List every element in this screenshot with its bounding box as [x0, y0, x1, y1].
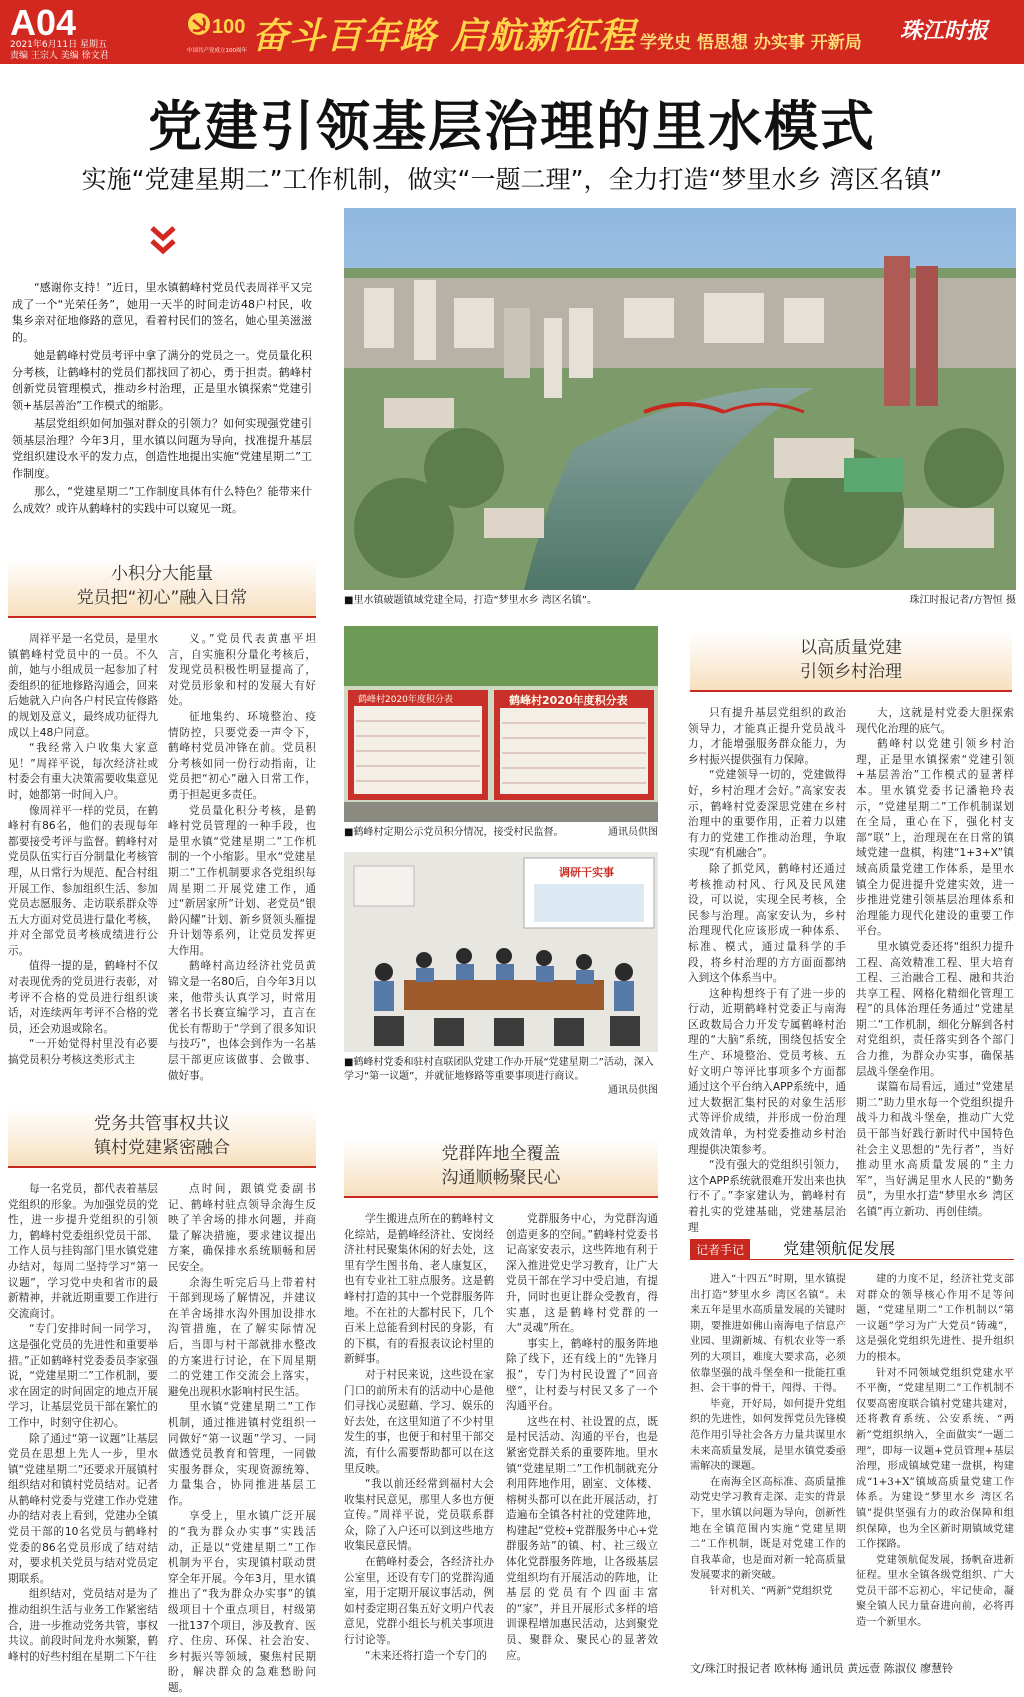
paragraph: “专门安排时间一同学习，这是强化党员的先进性和重要举措。”正如鹤峰村党委委员李家强说，“党建星期二”工作机制，要求在固定的时间固定的地点开展学习，让基层党员干部在繁忙的工作中，时刻守住初心。 [8, 1323, 158, 1429]
section-heading-line: 党员把“初心”融入日常 [76, 588, 248, 608]
commentary-title: 党建领航促发展 [783, 1239, 896, 1258]
section-heading-points [8, 558, 316, 618]
section-heading-positions [344, 1138, 658, 1198]
chevron-down-icon [148, 224, 178, 262]
section2-column2 [856, 706, 1014, 1238]
section4-column1 [344, 1212, 494, 1672]
main-photo-credit: 珠江时报记者/方智恒 摄 [909, 595, 1016, 606]
board-sign: 鹤峰村2020年度积分表 [509, 694, 628, 707]
paragraph: 建的力度不足，经济社党支部对群众的领导核心作用不足等问题，“党建星期二”工作机制以“第一议题”学习为广大党员“铸魂”，这是强化党组织先进性、提升组织力的根本。 [856, 1274, 1014, 1363]
paragraph: 党建领航促发展，扬帆奋进新征程。里水全镇各级党组织、广大党员干部不忘初心，牢记使命，凝聚全镇人民力量奋进向前，必将再造一个新里水。 [856, 1554, 1014, 1629]
section-heading-governance [690, 632, 1012, 692]
paragraph: 征地集约、环境整治、疫情防控，只要党委一声令下，鹤峰村党员冲锋在前。党员积分考核如同一份行动指南，让党员把“初心”融入日常工作，勇于担起更多责任。 [168, 710, 316, 801]
date-line [10, 40, 109, 62]
paragraph: 值得一提的是，鹤峰村不仅对表现优秀的党员进行表彰，对考评不合格的党员进行组织谈话，对连续两年考评不合格的党员，还会劝退或除名。 [8, 960, 158, 1035]
photo2-caption: ■鹤峰村定期公示党员积分情况，接受村民监督。 [344, 827, 564, 838]
section3-column1 [8, 1182, 158, 1672]
section-heading-line: 以高质量党建 [800, 638, 902, 658]
intro-paragraph: “感谢你支持！”近日，里水镇鹤峰村党员代表周祥平又完成了一个“光荣任务”，她用一天半的时间走访48户村民，收集乡亲对征地修路的意见，看着村民们的签名，她心里美滋滋的。 [12, 281, 312, 344]
section-heading-line: 引领乡村治理 [800, 662, 902, 682]
paragraph: 享受上，里水镇广泛开展的“我为群众办实事”实践活动，正是以“党建星期二”工作机制为平台，实现镇村联动贯穿全年开展。今年3月，里水镇推出了“我为群众办实事”的镇级项目十个重点项目，村级第一批137个项目，涉及教育、医疗、住房、环保、社会治安、乡村振兴等领域，聚焦村民期盼，解决群众的急难愁盼问题。 [168, 1510, 316, 1694]
page-title: 党建引领基层治理的里水模式 [148, 95, 876, 158]
paragraph: “我经常入户收集大家意见！”周祥平说，每次经济社或村委会有重大决策需要收集意见时，她都第一时间入户。 [8, 742, 158, 801]
commentary-header [690, 1236, 1014, 1260]
paragraph: 周祥平是一名党员，是里水镇鹤峰村党员中的一员。不久前，她与小组成员一起参加了村委组织的征地修路沟通会，回来后她就入户向各户村民宣传修路的规划及意义，最终成功征得九成以上48户同意。 [8, 633, 158, 739]
page-subtitle: 实施“党建星期二”工作机制，做实“一题二理”，全力打造“梦里水乡 湾区名镇” [81, 165, 943, 194]
paragraph: 点时间，跟镇党委副书记、鹤峰村驻点领导余海生反映了羊舍场的排水问题，并商量了解决措施，要求建议提出方案，确保排水系统顺畅和居民安全。 [168, 1183, 316, 1273]
slogan: 奋斗百年路 启航新征程 [252, 15, 636, 57]
centenary-logo [185, 6, 247, 58]
photo2-credit: 通讯员供图 [608, 827, 658, 838]
paragraph: 事实上，鹤峰村的服务阵地除了线下，还有线上的“先锋月报”，专门为村民设置了“回音壁”，让村委与村民又多了一个沟通平台。 [506, 1337, 658, 1413]
tagline: 学党史 悟思想 办实事 开新局 [640, 33, 862, 53]
section3-column2 [168, 1182, 316, 1694]
section-heading-line: 党务共管事权共议 [94, 1114, 230, 1134]
section-heading-affairs [8, 1108, 316, 1168]
paragraph: 这些在村、社设置的点，既是村民活动、沟通的平台，也是紧密党群关系的重要阵地。里水镇“党建星期二”工作机制就充分利用阵地作用，剧室、文体楼、榕树头都可以在此开展活动，打造遍布全镇各村社的党建阵地，构建起“党校+党群服务中心+党群服务站”的镇、村、社三级立体化党群服务阵地，让各级基层党组织均有开展活动的阵地，让基层的党员有个四面丰富的“家”，并且开展形式多样的培训课程增加惠民活动，达到聚党员、聚群众、聚民心的显著效应。 [506, 1415, 658, 1662]
main-photo [344, 208, 1016, 590]
paragraph: 除了通过“第一议题”让基层党员在思想上先人一步，里水镇“党建星期二”还要求开展镇村组织结对和镇村党员结对。记者从鹤峰村党委与党建工作办党建办的结对表上看到，党建办全镇党员干部的10名党员与鹤峰村党委的86名党员形成了结对结对，要求机关党员与结对党员定期联系。 [8, 1432, 158, 1585]
paragraph: 义。”党员代表黄惠平坦言，自实施积分量化考核后，发现党员积极性明显提高了，对党员形象和村的发展大有好处。 [168, 633, 316, 708]
paragraph: 余海生听完后马上带着村干部到现场了解情况，并建议在羊舍场排水沟外围加设排水沟管措施，在了解实际情况后，当即与村干部就排水整改的方案进行讨论，在下周星期二的党建工作交流会上落实，避免出现积水影响村民生活。 [168, 1276, 316, 1398]
meeting-photo [344, 852, 658, 1052]
intro-text [12, 280, 312, 519]
date-text: 2021年6月11日 星期五 [10, 40, 107, 50]
paragraph: 学生搬进点所在的鹤峰村文化综站，是鹤峰经济社、安岗经济社村民聚集休闲的好去处，这里有学生图书角、老人康复区，也有专业社工驻点服务。这是鹤峰村打造的其中一个党群服务阵地。不在社的大都村民下，几个百米上总能看到村民的身影，有的下棋，有的看报表议论村里的新鲜事。 [344, 1213, 494, 1366]
paragraph: 鹤峰村以党建引领乡村治理，正是里水镇探索“党建引领+基层善治”工作模式的显著样本。里水镇党委书记潘艳玲表示，“党建星期二”工作机制谋划在全局，重心在下，强化村支部“联”上，治理现在在日常的镇域党建一盘棋，构建“1+3+X”镇域高质量党建工作体系，是里水镇全力促进提升党建实效，进一步推进党建引领基层治理体系和治理能力现代化建设的重要工作平台。 [856, 738, 1014, 938]
paragraph: “我以前还经常到福村大会收集村民意见，那里人多也方便宣传。”周祥平说，党员联系群众，除了入户还可以到这些地方收集民意民情。 [344, 1478, 494, 1553]
paragraph: 大，这就是村党委大胆探索现代化治理的底气。 [856, 707, 1014, 735]
author-byline: 文/珠江时报记者 欧林梅 通讯员 黄远壹 陈淑仪 廖慧铃 [690, 1662, 954, 1675]
section1-column1 [8, 632, 158, 1067]
intro-paragraph: 基层党组织如何加强对群众的引领力？如何实现强党建引领基层治理？今年3月，里水镇以问题为导向，找准提升基层党组织建设水平的发力点，创造性地提出实施“党建星期二”工作制度。 [12, 417, 312, 480]
bulletin-board-image [344, 626, 658, 822]
paragraph: 除了抓党风，鹤峰村还通过考核推动村风、行风及民风建设，可以说，实现全民考核，全民参与治理。高家安认为，乡村治理现代化应该形成一种体系、标准、模式，通过量科学的手段，将乡村治理的方方面面都纳入到这个体系当中。 [688, 862, 846, 985]
paragraph: 在鹤峰村委会，各经济社办公室里，还设有专门的党群沟通室，用于定期开展议事活动，例如村委定期召集五好文明户代表意见，党群小组长与机关事项进行讨论等。 [344, 1556, 494, 1647]
paragraph: 针对机关、“两新”党组织党 [710, 1585, 833, 1597]
paragraph: 谋篇布局看远，通过“党建星期二”助力里水每一个党组织提升战斗力和战斗堡垒，推动广大党员干部当好践行新时代中国特色社会主义思想的“先行者”，当好推动里水高质量发展的“主力军”，当好满足里水人民的“勤务员”，为里水打造“梦里水乡 湾区名镇”再立新功、再创佳绩。 [856, 1081, 1014, 1218]
paragraph: 鹤峰村高边经济社党员黄锦文是一名80后，自今年3月以来，他带头认真学习，时常用著名书长赛宣编学习，直言在优长有帮助于“学到了很多知识与技巧”，也体会到作为一名基层干部更应该做事、会做事、做好事。 [168, 960, 316, 1082]
paragraph: 组织结对，党员结对是为了推动组织生活与业务工作紧密结合，进一步推动党务共管，事权共议。前段时间龙舟水频繁，鹤峰村的好些村组在星期二下午往 [8, 1588, 158, 1663]
paragraph: 针对不同领域党组织党建水平不平衡，“党建星期二”工作机制不仅要高密度联合镇村党建共建对，还将教育系统、公安系统、“两新”党组织纳入，全面做实“一题二理”，即每一议题+党员管理+基层治理，形成镇域党建一盘棋，构建成“1+3+X”镇域高质量党建工作体系。为建设“梦里水乡 湾区名镇”提供坚强有力的政治保障和组织保障，也为全区新时期镇域党建工作探路。 [856, 1367, 1014, 1551]
section1-column2 [168, 632, 316, 1082]
points-board-photo [344, 626, 658, 822]
section-heading-line: 党群阵地全覆盖 [441, 1144, 561, 1164]
paragraph: 只有提升基层党组织的政治领导力，才能真正提升党员战斗力，才能增强服务群众能力，为乡村振兴提供强有力保障。 [688, 707, 846, 766]
paragraph: 进入“十四五”时期，里水镇提出打造“梦里水乡 湾区名镇”。未来五年是里水高质量发展的关键时期，要推进如佛山南海电子信息产业园、里湖新城、有机农业等一系列的大项目，难度大要求高，必须依靠坚强的战斗堡垒和一批能扛重担、会干事的骨干，闯得、干得。 [690, 1274, 846, 1395]
commentary-badge: 记者手记 [690, 1239, 750, 1260]
paragraph: “党建领导一切的，党建做得好，乡村治理才会好。”高家安表示，鹤峰村党委深思党建在乡村治理中的重要作用，正着力以建有力的党建工作推动治理，争取实现“有机融合”。 [688, 769, 846, 860]
section-heading-line: 镇村党建紧密融合 [94, 1138, 230, 1158]
paragraph: 对于村民来说，这些设在家门口的前所未有的活动中心是他们寻找心灵慰藉、学习、娱乐的好去处，在这里知道了不少村里发生的事，也便于和村里干部交流，有什么需要帮助都可以在这里反映。 [344, 1368, 494, 1475]
logo-number: 100 [212, 16, 246, 38]
photo3-caption: ■鹤峰村党委和驻村直联团队党建工作办开展“党建星期二”活动，深入学习“第一议题”，并就征地修路等重要事项进行商议。 [344, 1057, 654, 1082]
section2-column1 [688, 706, 846, 1238]
logo-sub: 中国共产党成立100周年 [187, 48, 247, 54]
commentary-column2 [856, 1272, 1014, 1656]
paragraph: 里水镇“党建星期二”工作机制，通过推进镇村党组织一同做好“第一议题”学习、一同做透党员教育和管理，一同做实服务群众，实现资源统筹、力量集合，协同推进基层工作。 [168, 1401, 316, 1507]
meeting-room-image [344, 852, 658, 1052]
paragraph: 里水镇党委还将“组织力提升工程、高效精准工程、里大培育工程、三治融合工程、融和共治共享工程、网格化精细化管理工程”的具体治理任务通过“党建星期二”工作机制，细化分解到各村对党组织，责任落实到各个部门合力推，为群众办实事，确保基层战斗堡垒作用。 [856, 940, 1014, 1078]
main-photo-caption: ■里水镇破题镇域党建全局，打造“梦里水乡 湾区名镇”。 [344, 595, 597, 606]
meeting-banner: 调研干实事 [559, 866, 614, 879]
paragraph: “一开始觉得村里没有必要搞党员积分考核这类形式主 [8, 1038, 158, 1067]
editors-text: 责编 王宗人 美编 徐文君 [10, 51, 109, 61]
page-number: A04 [10, 2, 77, 43]
photo3-credit: 通讯员供图 [608, 1085, 658, 1096]
section-heading-line: 小积分大能量 [111, 564, 213, 584]
paragraph: 在南海全区高标准、高质量推动党史学习教育走深、走实的背景下，里水镇以问题为导向，创新性地在全镇范围内实施“党建星期二”工作机制，既是对党建工作的自我革命，也是面对新一轮高质量发展要求的新突破。 [690, 1476, 846, 1582]
paragraph: 毕竟，开好局，如何提升党组织的先进性，如何发挥党员先锋模范作用引导社会各方力量共谋里水未来高质量发展，是里水镇党委亟需解决的课题。 [690, 1398, 846, 1473]
paragraph: 这种构想终于有了进一步的行动，近期鹤峰村党委正与南海区政数局合力开发专属鹤峰村治理的“大脑”系统，围绕包括安全生产、环境整治、党员考核、五好文明户等评比事项多个方面都通过这个平台纳入APP系统中，通过大数据汇集村民的对象生活形式等评价成绩，并形成一份治理成效清单，为村党委推动乡村治理提供决策参考。 [688, 987, 846, 1156]
party-emblem-icon [185, 6, 247, 58]
commentary-column1 [690, 1272, 846, 1656]
section4-column2 [506, 1212, 658, 1672]
paragraph: “没有强大的党组织引领力，这个APP系统就很难开发出来也执行不了。”李家建认为，鹤峰村有着扎实的党建基础，党建基层治理 [688, 1159, 846, 1234]
paragraph: 每一名党员，都代表着基层党组织的形象。为加强党员的党性，进一步提升党组织的引领力，鹤峰村党委组织党员干部、工作人员与挂钩部门里水镇党建办结对，每周二坚持学习“第一议题”，学习党中央和省市的最新精神，并就近期重要工作进行交流商讨。 [8, 1183, 158, 1320]
aerial-city-image [344, 208, 1016, 590]
paragraph: 党群服务中心，为党群沟通创造更多的空间。”鹤峰村党委书记高家安表示，这些阵地有利于深入推进党史学习教育，让广大党员干部在学习中受启迪，有提升，同时也更让群众受教育，得实惠，这是鹤峰村党群的一大“灵魂”所在。 [506, 1213, 658, 1335]
paragraph: 像周祥平一样的党员，在鹤峰村有86名，他们的表现每年都要接受考评与监督。鹤峰村对党员队伍实行百分制量化考核管理，从日常行为规范、配合村组开展工作、参加组织生活、参加党员志愿服务、走访联系群众等五大方面对党员进行量化考核，并对全部党员考核成绩进行公示。 [8, 804, 158, 957]
intro-paragraph: 那么，“党建星期二”工作制度具体有什么特色？能带来什么成效？或许从鹤峰村的实践中可以窥见一斑。 [12, 485, 312, 515]
board-sign: 鹤峰村2020年度积分表 [358, 695, 453, 705]
paragraph: “未来还将打造一个专门的 [365, 1649, 488, 1662]
section-heading-line: 沟通顺畅聚民心 [441, 1168, 561, 1188]
intro-paragraph: 她是鹤峰村党员考评中拿了满分的党员之一。党员量化积分考核，让鹤峰村的党员们都找回了初心，勇于担责。鹤峰村创新党员管理模式，推动乡村治理，正是里水镇探索“党建引领+基层善治”工作模式的缩影。 [12, 349, 312, 412]
newspaper-name: 珠江时报 [900, 18, 989, 44]
paragraph: 党员量化积分考核，是鹤峰村党员管理的一种手段，也是里水镇“党建星期二”工作机制的一个小缩影。里水“党建星期二”工作机制要求各党组织每周星期二开展党建工作，通过“新居家所”计划、老党员“银龄闪耀”计划、新乡贤领头雁提升计划等系列，让党员发挥更大作用。 [168, 804, 316, 957]
